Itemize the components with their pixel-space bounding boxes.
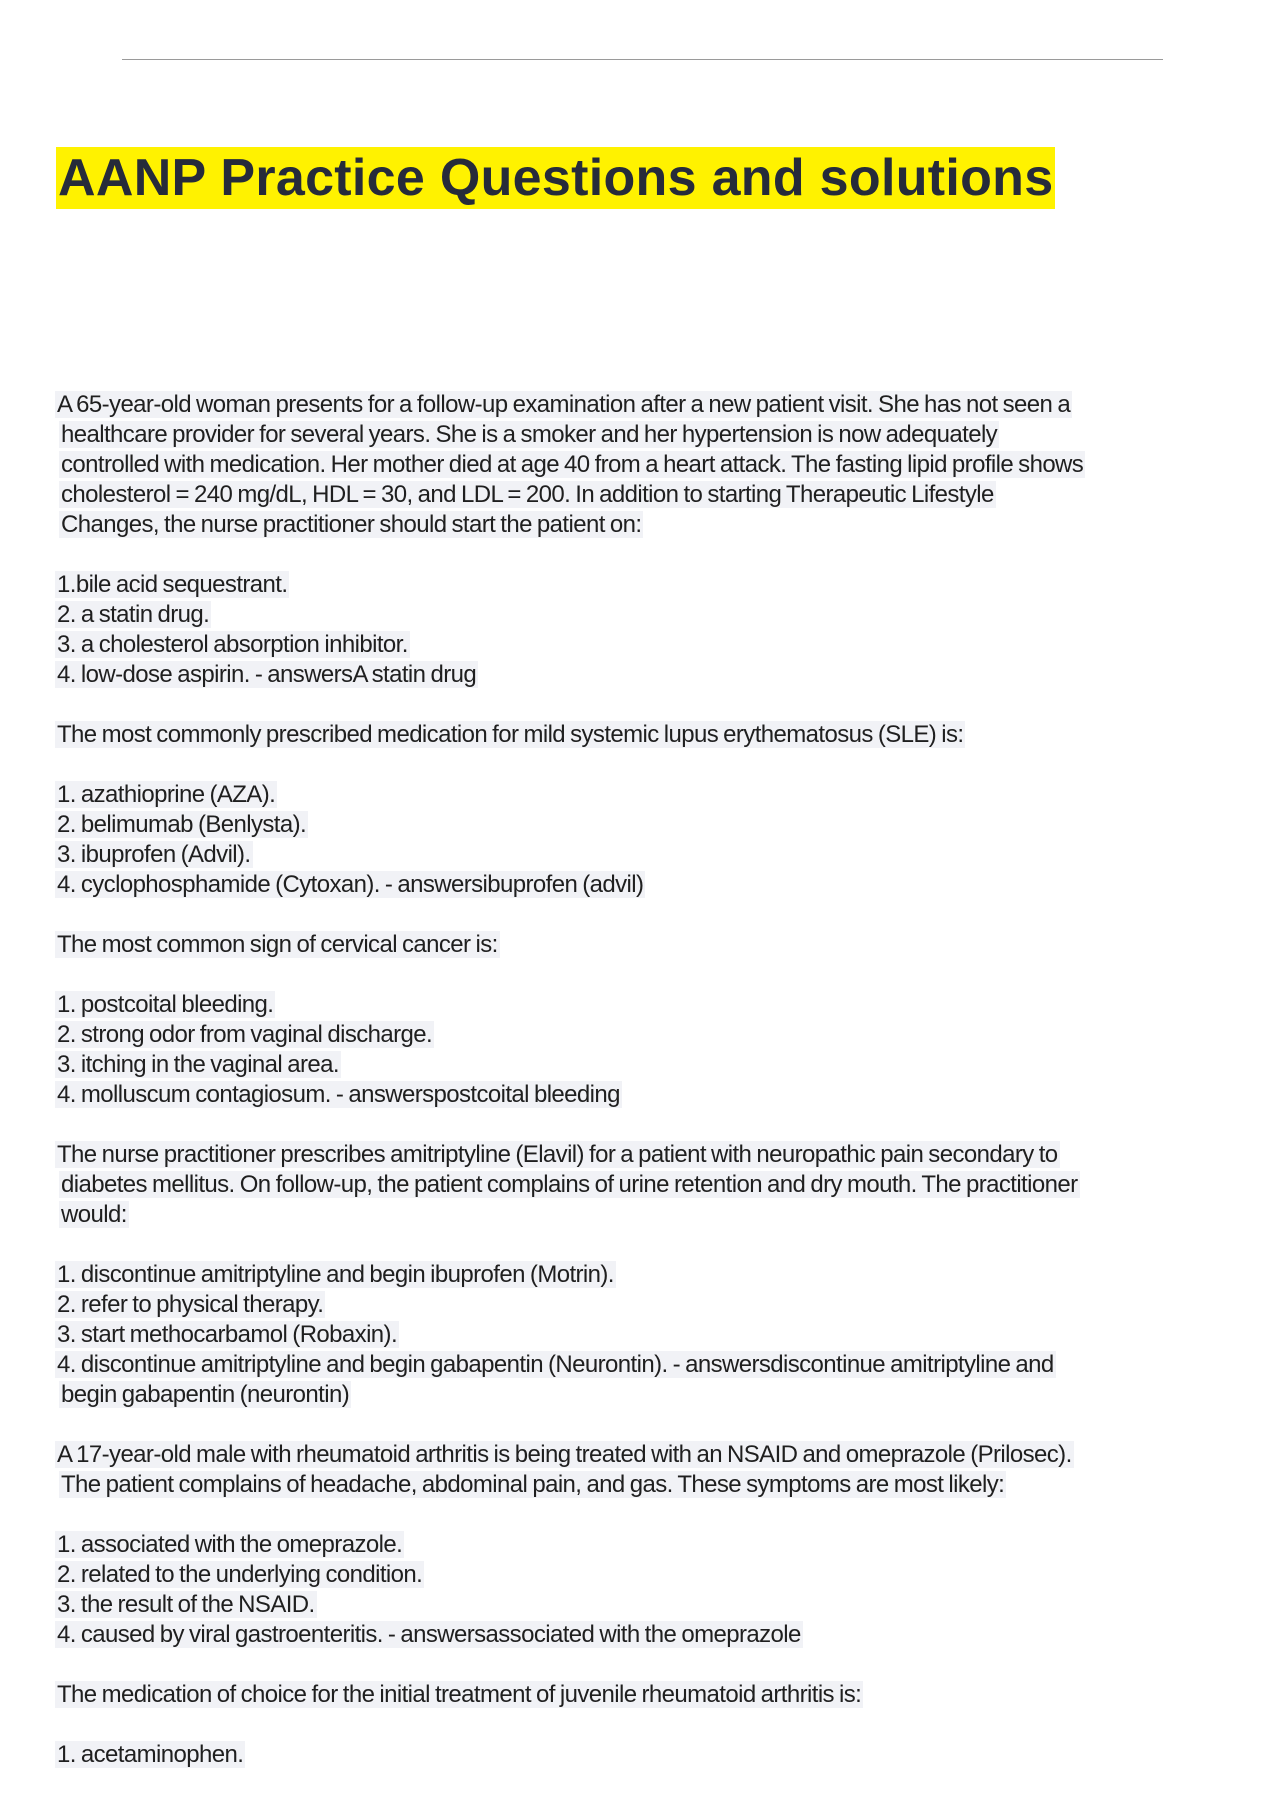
document-title: AANP Practice Questions and solutions (58, 149, 1054, 207)
answer-option: 4. low-dose aspirin. - answersA statin drug (57, 661, 477, 688)
answer-option: 3. itching in the vaginal area. (57, 1051, 339, 1078)
answer-option: 3. start methocarbamol (Robaxin). (57, 1321, 398, 1348)
answer-option: 1. postcoital bleeding. (57, 991, 274, 1018)
answer-option: begin gabapentin (neurontin) (61, 1381, 350, 1408)
answer-option: 4. cyclophosphamide (Cytoxan). - answersibuprofen (advil) (57, 871, 644, 898)
header-divider (122, 59, 1163, 60)
question-stem-line: Changes, the nurse practitioner should start the patient on: (61, 511, 642, 538)
answer-option: 4. molluscum contagiosum. - answerspostcoital bleeding (57, 1081, 620, 1108)
answer-option: 3. the result of the NSAID. (57, 1591, 315, 1618)
answer-option: 2. related to the underlying condition. (57, 1561, 423, 1588)
answer-option: 4. discontinue amitriptyline and begin gabapentin (Neurontin). - answersdiscontinue amitriptyline and (57, 1351, 1054, 1378)
question-stem-line: The medication of choice for the initial treatment of juvenile rheumatoid arthritis is: (57, 1681, 862, 1708)
question-block (55, 390, 1185, 690)
answer-option: 2. a statin drug. (57, 601, 210, 628)
answer-option: 2. strong odor from vaginal discharge. (57, 1021, 433, 1048)
answer-option: 1. associated with the omeprazole. (57, 1531, 403, 1558)
answer-option: 1. discontinue amitriptyline and begin ibuprofen (Motrin). (57, 1261, 614, 1288)
document-body (55, 390, 1185, 1770)
question-stem-line: diabetes mellitus. On follow-up, the patient complains of urine retention and dry mouth. The practitioner (61, 1171, 1078, 1198)
answer-option: 2. refer to physical therapy. (57, 1291, 324, 1318)
answer-option: 3. ibuprofen (Advil). (57, 841, 251, 868)
question-stem-line: The most commonly prescribed medication for mild systemic lupus erythematosus (SLE) is: (57, 721, 964, 748)
answer-option: 3. a cholesterol absorption inhibitor. (57, 631, 408, 658)
question-block (55, 1140, 1185, 1410)
question-stem-line: healthcare provider for several years. She is a smoker and her hypertension is now adequately (61, 421, 998, 448)
question-stem-line: cholesterol = 240 mg/dL, HDL = 30, and LDL = 200. In addition to starting Therapeutic Lifestyle (61, 481, 994, 508)
question-stem-line: A 65-year-old woman presents for a follow-up examination after a new patient visit. She has not seen a (57, 391, 1071, 418)
question-stem-line: controlled with medication. Her mother died at age 40 from a heart attack. The fasting lipid profile shows (61, 451, 1084, 478)
answer-option: 4. caused by viral gastroenteritis. - answersassociated with the omeprazole (57, 1621, 801, 1648)
question-stem-line: The patient complains of headache, abdominal pain, and gas. These symptoms are most likely: (61, 1471, 1005, 1498)
question-stem-line: A 17-year-old male with rheumatoid arthritis is being treated with an NSAID and omeprazole (Prilosec). (57, 1441, 1072, 1468)
question-block (55, 1440, 1185, 1650)
answer-option: 1.bile acid sequestrant. (57, 571, 288, 598)
question-block (55, 720, 1185, 900)
question-stem-line: would: (61, 1201, 127, 1228)
question-stem-line: The most common sign of cervical cancer is: (57, 931, 498, 958)
question-stem-line: The nurse practitioner prescribes amitriptyline (Elavil) for a patient with neuropathic pain secondary to (57, 1141, 1058, 1168)
question-block (55, 930, 1185, 1110)
question-block (55, 1680, 1185, 1770)
answer-option: 2. belimumab (Benlysta). (57, 811, 307, 838)
answer-option: 1. azathioprine (AZA). (57, 781, 276, 808)
answer-option: 1. acetaminophen. (57, 1741, 244, 1768)
